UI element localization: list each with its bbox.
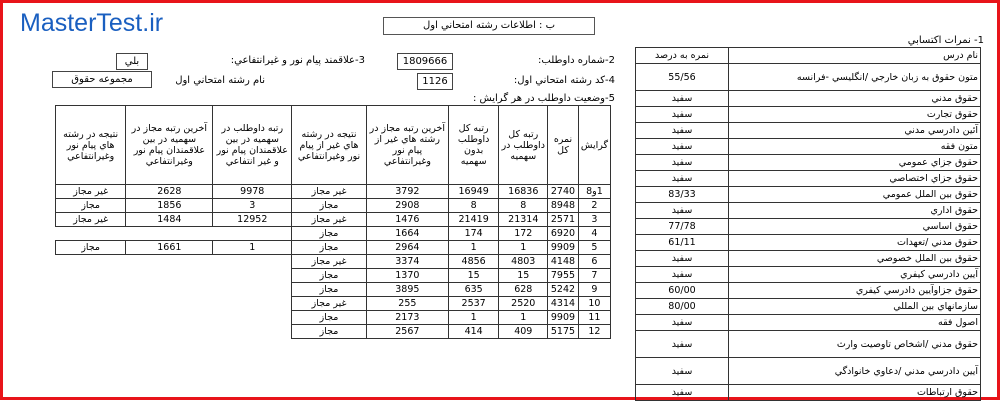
ranks-header-col-4: رتبه كل داوطلب بدون سهميه (448, 106, 499, 185)
scores-header-subject: نام درس (729, 48, 981, 64)
scores-row (636, 219, 981, 235)
ranks-cell: 8 (448, 199, 499, 213)
ranks-cell: 2908 (366, 199, 448, 213)
ranks-cell (213, 269, 292, 283)
scores-row (636, 155, 981, 171)
ranks-cell: مجاز (292, 199, 367, 213)
ranks-row (56, 269, 611, 283)
subject-score: 61/11 (636, 235, 729, 251)
ranks-cell (213, 227, 292, 241)
interest-value: بلي (116, 53, 148, 70)
section-header: ب : اطلاعات رشته امتحاني اول (383, 17, 595, 35)
ranks-cell: 16949 (448, 185, 499, 199)
subject-score: 80/00 (636, 299, 729, 315)
subject-score: سفيد (636, 91, 729, 107)
ranks-cell: 1476 (366, 213, 448, 227)
ranks-cell: 7 (578, 269, 610, 283)
ranks-cell: 2 (578, 199, 610, 213)
ranks-row (56, 283, 611, 297)
ranks-cell: 6 (578, 255, 610, 269)
subject-score: 60/00 (636, 283, 729, 299)
subject-score: سفيد (636, 123, 729, 139)
scores-row (636, 283, 981, 299)
scores-row (636, 91, 981, 107)
section1-label: 1- نمرات اكتسابي (907, 35, 984, 46)
ranks-row (56, 255, 611, 269)
subject-score: 77/78 (636, 219, 729, 235)
scores-row (636, 235, 981, 251)
ranks-cell: 2628 (126, 185, 213, 199)
ranks-cell: 635 (448, 283, 499, 297)
subject-score: 83/33 (636, 187, 729, 203)
ranks-header-col-3: رتبه كل داوطلب در سهميه (499, 106, 548, 185)
subject-score: سفيد (636, 139, 729, 155)
ranks-header-col-1: گرايش (578, 106, 610, 185)
ranks-cell (126, 283, 213, 297)
scores-row (636, 187, 981, 203)
ranks-cell: 4803 (499, 255, 548, 269)
ranks-cell: 1 (213, 241, 292, 255)
subject-score: سفيد (636, 315, 729, 331)
ranks-cell: غير مجاز (292, 255, 367, 269)
ranks-cell: 21419 (448, 213, 499, 227)
scores-row (636, 203, 981, 219)
brand-logo-text: MasterTest.ir (20, 9, 164, 37)
scores-row (636, 139, 981, 155)
subject-score: 55/56 (636, 64, 729, 91)
ranks-cell: مجاز (292, 311, 367, 325)
subject-name: حقوق مدني /تعهدات (729, 235, 981, 251)
subject-name: آيين دادرسي كيفري (729, 267, 981, 283)
ranks-cell (213, 255, 292, 269)
participant-value: 1809666 (397, 53, 453, 70)
ranks-cell: غير مجاز (292, 185, 367, 199)
subject-name: حقوق ارتباطات (729, 385, 981, 401)
scores-row (636, 385, 981, 401)
subject-name: حقوق بين الملل عمومي (729, 187, 981, 203)
ranks-cell: مجاز (292, 325, 367, 339)
ranks-cell: 1370 (366, 269, 448, 283)
ranks-cell: 9978 (213, 185, 292, 199)
ranks-cell: 2571 (548, 213, 579, 227)
ranks-cell: 1و8 (578, 185, 610, 199)
ranks-row (56, 185, 611, 199)
scores-row (636, 171, 981, 187)
ranks-cell: مجاز (56, 199, 126, 213)
scores-row (636, 358, 981, 385)
ranks-cell: 628 (499, 283, 548, 297)
field-name-value: مجموعه حقوق (52, 71, 152, 88)
ranks-cell: 11 (578, 311, 610, 325)
ranks-cell: 2567 (366, 325, 448, 339)
scores-row (636, 331, 981, 358)
subject-score: سفيد (636, 267, 729, 283)
ranks-row (56, 325, 611, 339)
scores-row (636, 267, 981, 283)
ranks-cell: 12 (578, 325, 610, 339)
ranks-header-col-2: نمره كل (548, 106, 579, 185)
field-name-label: نام رشته امتحاني اول (175, 75, 265, 86)
ranks-cell (126, 269, 213, 283)
ranks-cell: 1 (499, 241, 548, 255)
subject-name: آئين دادرسي مدني (729, 123, 981, 139)
ranks-cell: 172 (499, 227, 548, 241)
ranks-header-col-7: رتبه داوطلب در سهميه در بين علاقمندان پيام نور و غير انتفاعي (213, 106, 292, 185)
subject-score: سفيد (636, 155, 729, 171)
scores-row (636, 107, 981, 123)
ranks-cell: 1 (448, 311, 499, 325)
ranks-row (56, 227, 611, 241)
ranks-cell: 1 (499, 311, 548, 325)
subject-score: سفيد (636, 251, 729, 267)
ranks-row (56, 311, 611, 325)
subject-name: سازمانهاي بين المللي (729, 299, 981, 315)
ranks-cell: 15 (448, 269, 499, 283)
ranks-cell: 255 (366, 297, 448, 311)
ranks-cell: 7955 (548, 269, 579, 283)
subject-name: حقوق اداري (729, 203, 981, 219)
ranks-cell: 5242 (548, 283, 579, 297)
ranks-cell: 9909 (548, 241, 579, 255)
ranks-cell (126, 297, 213, 311)
ranks-row (56, 241, 611, 255)
ranks-cell (56, 325, 126, 339)
ranks-cell: 2520 (499, 297, 548, 311)
subject-name: اصول فقه (729, 315, 981, 331)
subject-score: سفيد (636, 331, 729, 358)
ranks-header-col-5: آخرين رتبه مجاز در رشته هاي غير از پيام نور وغيرانتفاعي (366, 106, 448, 185)
ranks-cell (126, 255, 213, 269)
section5-label: 5-وضعيت داوطلب در هر گرايش : (472, 93, 615, 104)
subject-name: حقوق بين الملل خصوصي (729, 251, 981, 267)
ranks-cell: 1664 (366, 227, 448, 241)
ranks-cell: 5 (578, 241, 610, 255)
ranks-cell: 16836 (499, 185, 548, 199)
ranks-cell: 409 (499, 325, 548, 339)
ranks-cell: غير مجاز (56, 185, 126, 199)
ranks-cell: 6920 (548, 227, 579, 241)
field-code-value: 1126 (417, 73, 453, 90)
ranks-cell: 2964 (366, 241, 448, 255)
ranks-cell: 3 (213, 199, 292, 213)
scores-header-score: نمره به درصد (636, 48, 729, 64)
ranks-header-col-9: نتيجه در رشته هاي پيام نور وغيرانتفاعي (56, 106, 126, 185)
ranks-cell: 8 (499, 199, 548, 213)
ranks-cell: 9 (578, 283, 610, 297)
ranks-header-col-6: نتيجه در رشته هاي غير از پيام نور وغيرانتفاعي (292, 106, 367, 185)
ranks-table (55, 105, 611, 339)
subject-name: آيين دادرسي مدني /دعاوي خانوادگي (729, 358, 981, 385)
participant-label: 2-شماره داوطلب: (538, 55, 615, 66)
ranks-cell: مجاز (292, 241, 367, 255)
ranks-cell (213, 311, 292, 325)
ranks-cell: 2537 (448, 297, 499, 311)
subject-score: سفيد (636, 358, 729, 385)
ranks-cell: 1484 (126, 213, 213, 227)
subject-name: حقوق جزاوآيين دادرسي كيفري (729, 283, 981, 299)
subject-name: حقوق اساسي (729, 219, 981, 235)
ranks-cell: 5175 (548, 325, 579, 339)
ranks-cell: 4314 (548, 297, 579, 311)
ranks-cell: غير مجاز (56, 213, 126, 227)
ranks-cell: مجاز (292, 283, 367, 297)
ranks-cell (126, 227, 213, 241)
ranks-row (56, 199, 611, 213)
subject-name: حقوق جزاي اختصاصي (729, 171, 981, 187)
ranks-cell: مجاز (56, 241, 126, 255)
ranks-cell (213, 283, 292, 297)
ranks-cell (56, 269, 126, 283)
ranks-cell: 10 (578, 297, 610, 311)
subject-name: متون حقوق به زبان خارجي /انگليسي -فرانسه (729, 64, 981, 91)
subject-name: متون فقه (729, 139, 981, 155)
interest-label: 3-علاقمند پيام نور و غيرانتفاعي: (230, 55, 365, 66)
ranks-cell (56, 283, 126, 297)
ranks-row (56, 297, 611, 311)
ranks-cell (213, 325, 292, 339)
ranks-cell: 3792 (366, 185, 448, 199)
ranks-cell: 12952 (213, 213, 292, 227)
ranks-cell: 1 (448, 241, 499, 255)
subject-name: حقوق مدني (729, 91, 981, 107)
ranks-cell: 1661 (126, 241, 213, 255)
ranks-cell (56, 227, 126, 241)
ranks-header-col-8: آخرين رتبه مجاز در سهميه در بين علاقمندان پيام نور وغيرانتفاعي (126, 106, 213, 185)
ranks-cell (126, 325, 213, 339)
ranks-cell: 15 (499, 269, 548, 283)
scores-row (636, 123, 981, 139)
ranks-row (56, 213, 611, 227)
scores-row (636, 299, 981, 315)
subject-score: سفيد (636, 203, 729, 219)
ranks-cell: 1856 (126, 199, 213, 213)
ranks-cell: مجاز (292, 227, 367, 241)
ranks-cell (213, 297, 292, 311)
ranks-cell: 3374 (366, 255, 448, 269)
ranks-cell: 3 (578, 213, 610, 227)
ranks-cell: 3895 (366, 283, 448, 297)
subject-name: حقوق مدني /اشخاص تاوصيت وارث (729, 331, 981, 358)
ranks-cell: غير مجاز (292, 297, 367, 311)
ranks-cell: 2173 (366, 311, 448, 325)
ranks-cell (56, 311, 126, 325)
ranks-cell: 2740 (548, 185, 579, 199)
subject-name: حقوق جزاي عمومي (729, 155, 981, 171)
subject-score: سفيد (636, 107, 729, 123)
scores-row (636, 315, 981, 331)
ranks-cell (126, 311, 213, 325)
scores-table (635, 47, 981, 401)
subject-score: سفيد (636, 385, 729, 401)
field-code-label: 4-كد رشته امتحاني اول: (513, 75, 615, 86)
ranks-cell: 4148 (548, 255, 579, 269)
subject-name: حقوق تجارت (729, 107, 981, 123)
ranks-cell: 21314 (499, 213, 548, 227)
scores-row (636, 64, 981, 91)
ranks-cell: 9909 (548, 311, 579, 325)
scores-row (636, 251, 981, 267)
ranks-cell: 8948 (548, 199, 579, 213)
subject-score: سفيد (636, 171, 729, 187)
ranks-cell (56, 255, 126, 269)
ranks-cell: مجاز (292, 269, 367, 283)
ranks-cell (56, 297, 126, 311)
ranks-cell: 174 (448, 227, 499, 241)
ranks-cell: 4 (578, 227, 610, 241)
ranks-cell: غير مجاز (292, 213, 367, 227)
ranks-cell: 4856 (448, 255, 499, 269)
ranks-cell: 414 (448, 325, 499, 339)
